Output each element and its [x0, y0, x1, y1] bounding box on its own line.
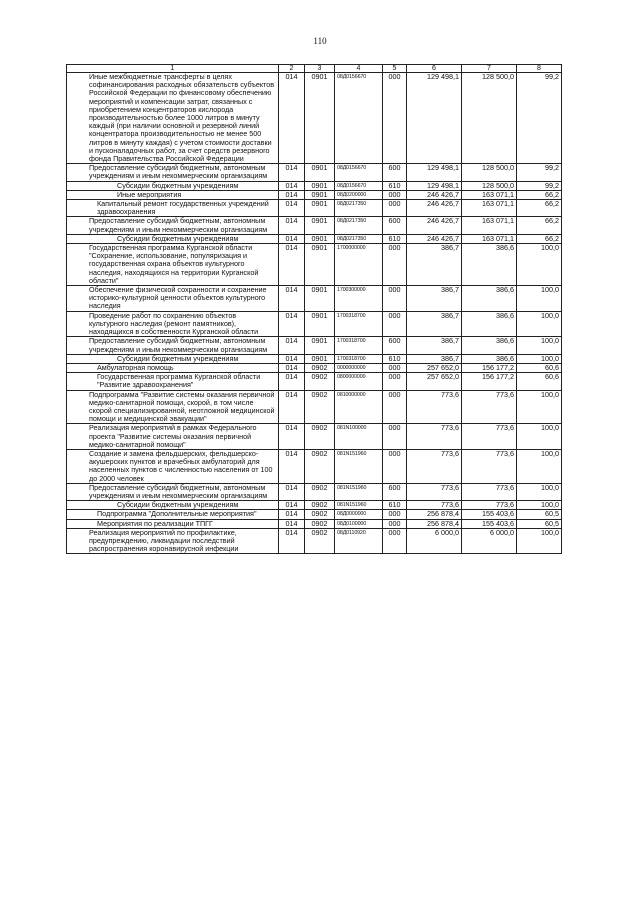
expense-type-cell: 000	[383, 200, 407, 217]
section-code-cell: 0902	[305, 483, 335, 500]
target-article-cell: 08Д0200000	[335, 190, 383, 199]
percent-cell: 60,6	[517, 373, 562, 390]
expense-type-cell: 000	[383, 363, 407, 372]
row-name-cell: Капитальный ремонт государственных учреждений здравоохранения	[67, 200, 279, 217]
expense-type-cell: 000	[383, 390, 407, 424]
executed-amount-cell: 386,6	[462, 244, 517, 286]
percent-cell: 100,0	[517, 483, 562, 500]
planned-amount-cell: 257 652,0	[407, 373, 462, 390]
ved-code-cell: 014	[279, 244, 305, 286]
executed-amount-cell: 156 177,2	[462, 373, 517, 390]
section-code-cell: 0901	[305, 181, 335, 190]
expense-type-cell: 600	[383, 164, 407, 181]
percent-cell: 100,0	[517, 244, 562, 286]
expense-type-cell: 600	[383, 483, 407, 500]
section-code-cell: 0901	[305, 200, 335, 217]
target-article-cell: 08Д0100000	[335, 519, 383, 528]
row-name-cell: Предоставление субсидий бюджетным, автономным учреждениям и иным некоммерческим организациям	[67, 217, 279, 234]
expense-type-cell: 000	[383, 286, 407, 312]
section-code-cell: 0901	[305, 190, 335, 199]
section-code-cell: 0902	[305, 449, 335, 483]
table-row	[67, 390, 562, 424]
planned-amount-cell: 246 426,7	[407, 234, 462, 243]
target-article-cell: 0800000000	[335, 373, 383, 390]
target-article-cell: 081N100000	[335, 424, 383, 450]
budget-table	[66, 64, 562, 554]
executed-amount-cell: 163 071,1	[462, 234, 517, 243]
target-article-cell: 1700300000	[335, 286, 383, 312]
executed-amount-cell: 773,6	[462, 424, 517, 450]
ved-code-cell: 014	[279, 363, 305, 372]
ved-code-cell: 014	[279, 483, 305, 500]
section-code-cell: 0901	[305, 73, 335, 164]
target-article-cell: 08Д0156670	[335, 164, 383, 181]
table-row	[67, 337, 562, 354]
section-code-cell: 0901	[305, 286, 335, 312]
planned-amount-cell: 386,7	[407, 286, 462, 312]
ved-code-cell: 014	[279, 200, 305, 217]
executed-amount-cell: 386,6	[462, 337, 517, 354]
table-row	[67, 528, 562, 554]
planned-amount-cell: 386,7	[407, 354, 462, 363]
ved-code-cell: 014	[279, 217, 305, 234]
section-code-cell: 0902	[305, 528, 335, 554]
ved-code-cell: 014	[279, 311, 305, 337]
percent-cell: 100,0	[517, 528, 562, 554]
table-row	[67, 73, 562, 164]
table-row	[67, 483, 562, 500]
executed-amount-cell: 128 500,0	[462, 181, 517, 190]
target-article-cell: 1700318700	[335, 311, 383, 337]
ved-code-cell: 014	[279, 354, 305, 363]
expense-type-cell: 000	[383, 449, 407, 483]
expense-type-cell: 600	[383, 337, 407, 354]
row-name-cell: Субсидии бюджетным учреждениям	[67, 501, 279, 510]
section-code-cell: 0901	[305, 234, 335, 243]
planned-amount-cell: 386,7	[407, 244, 462, 286]
target-article-cell: 08Д0110920	[335, 528, 383, 554]
row-name-cell: Мероприятия по реализации ТПГГ	[67, 519, 279, 528]
column-header: 2	[279, 65, 305, 73]
expense-type-cell: 000	[383, 519, 407, 528]
section-code-cell: 0902	[305, 519, 335, 528]
table-row	[67, 200, 562, 217]
ved-code-cell: 014	[279, 164, 305, 181]
expense-type-cell: 610	[383, 181, 407, 190]
percent-cell: 100,0	[517, 501, 562, 510]
executed-amount-cell: 386,6	[462, 354, 517, 363]
planned-amount-cell: 256 878,4	[407, 519, 462, 528]
planned-amount-cell: 773,6	[407, 424, 462, 450]
planned-amount-cell: 773,6	[407, 501, 462, 510]
percent-cell: 100,0	[517, 286, 562, 312]
table-row	[67, 181, 562, 190]
ved-code-cell: 014	[279, 390, 305, 424]
table-row	[67, 424, 562, 450]
ved-code-cell: 014	[279, 510, 305, 519]
ved-code-cell: 014	[279, 424, 305, 450]
expense-type-cell: 610	[383, 501, 407, 510]
ved-code-cell: 014	[279, 73, 305, 164]
row-name-cell: Подпрограмма "Развитие системы оказания первичной медико-санитарной помощи, скорой, в том числе скорой специализированной, неотложной медицинской помощи и медицинской эвакуации"	[67, 390, 279, 424]
expense-type-cell: 610	[383, 354, 407, 363]
planned-amount-cell: 257 652,0	[407, 363, 462, 372]
planned-amount-cell: 386,7	[407, 311, 462, 337]
table-body	[67, 73, 562, 554]
table-row	[67, 286, 562, 312]
percent-cell: 100,0	[517, 337, 562, 354]
planned-amount-cell: 246 426,7	[407, 190, 462, 199]
planned-amount-cell: 6 000,0	[407, 528, 462, 554]
planned-amount-cell: 256 878,4	[407, 510, 462, 519]
row-name-cell: Обеспечение физической сохранности и сохранение историко-культурной ценности объектов культурного наследия	[67, 286, 279, 312]
expense-type-cell: 610	[383, 234, 407, 243]
section-code-cell: 0902	[305, 424, 335, 450]
row-name-cell: Иные мероприятия	[67, 190, 279, 199]
planned-amount-cell: 246 426,7	[407, 217, 462, 234]
percent-cell: 66,2	[517, 200, 562, 217]
expense-type-cell: 000	[383, 244, 407, 286]
section-code-cell: 0901	[305, 244, 335, 286]
row-name-cell: Предоставление субсидий бюджетным, автономным учреждениям и иным некоммерческим организациям	[67, 483, 279, 500]
executed-amount-cell: 163 071,1	[462, 190, 517, 199]
executed-amount-cell: 128 500,0	[462, 164, 517, 181]
row-name-cell: Субсидии бюджетным учреждениям	[67, 234, 279, 243]
executed-amount-cell: 155 403,6	[462, 519, 517, 528]
row-name-cell: Государственная программа Курганской области "Развитие здравоохранения"	[67, 373, 279, 390]
table-row	[67, 373, 562, 390]
row-name-cell: Амбулаторная помощь	[67, 363, 279, 372]
planned-amount-cell: 129 498,1	[407, 181, 462, 190]
ved-code-cell: 014	[279, 190, 305, 199]
target-article-cell: 081N151960	[335, 483, 383, 500]
table-row	[67, 217, 562, 234]
target-article-cell: 08Д0217350	[335, 234, 383, 243]
table-row	[67, 510, 562, 519]
executed-amount-cell: 773,6	[462, 483, 517, 500]
column-header: 4	[335, 65, 383, 73]
percent-cell: 100,0	[517, 424, 562, 450]
row-name-cell: Проведение работ по сохранению объектов культурного наследия (ремонт памятников), находящихся в собственности Курганской области	[67, 311, 279, 337]
planned-amount-cell: 129 498,1	[407, 164, 462, 181]
percent-cell: 66,2	[517, 190, 562, 199]
section-code-cell: 0901	[305, 217, 335, 234]
table-row	[67, 519, 562, 528]
row-name-cell: Создание и замена фельдшерских, фельдшерско-акушерских пунктов и врачебных амбулаторий для населенных пунктов с численностью населения от 100 до 2000 человек	[67, 449, 279, 483]
executed-amount-cell: 6 000,0	[462, 528, 517, 554]
section-code-cell: 0902	[305, 390, 335, 424]
percent-cell: 66,2	[517, 217, 562, 234]
expense-type-cell: 000	[383, 528, 407, 554]
column-header: 6	[407, 65, 462, 73]
percent-cell: 99,2	[517, 181, 562, 190]
target-article-cell: 08Д0217350	[335, 217, 383, 234]
ved-code-cell: 014	[279, 234, 305, 243]
ved-code-cell: 014	[279, 181, 305, 190]
percent-cell: 99,2	[517, 73, 562, 164]
planned-amount-cell: 773,6	[407, 483, 462, 500]
column-header: 1	[67, 65, 279, 73]
executed-amount-cell: 163 071,1	[462, 200, 517, 217]
row-name-cell: Подпрограмма "Дополнительные мероприятия"	[67, 510, 279, 519]
ved-code-cell: 014	[279, 449, 305, 483]
expense-type-cell: 000	[383, 424, 407, 450]
section-code-cell: 0901	[305, 311, 335, 337]
target-article-cell: 1700000000	[335, 244, 383, 286]
table-row	[67, 244, 562, 286]
section-code-cell: 0901	[305, 354, 335, 363]
section-code-cell: 0901	[305, 164, 335, 181]
expense-type-cell: 600	[383, 217, 407, 234]
percent-cell: 100,0	[517, 311, 562, 337]
row-name-cell: Иные межбюджетные трансферты в целях софинансирования расходных обязательств субъектов Российской Федерации по финансовому обеспечению мероприятий и компенсации затрат, связанных с приобретением концентраторов кислорода производительностью более 1000 литров в минуту каждый (при наличии основной и резервной линий концентратора производительностью не менее 500 литров в минуту каждая) с учетом стоимости доставки и пусконаладочных работ, за счет средств резервного фонда Правительства Российской Федерации	[67, 73, 279, 164]
row-name-cell: Предоставление субсидий бюджетным, автономным учреждениям и иным некоммерческим организациям	[67, 164, 279, 181]
section-code-cell: 0902	[305, 373, 335, 390]
target-article-cell: 08Д0156670	[335, 181, 383, 190]
section-code-cell: 0902	[305, 501, 335, 510]
table-row	[67, 164, 562, 181]
row-name-cell: Реализация мероприятий в рамках Федерального проекта "Развитие системы оказания первичной медико-санитарной помощи"	[67, 424, 279, 450]
ved-code-cell: 014	[279, 528, 305, 554]
target-article-cell: 1700318700	[335, 354, 383, 363]
page-number: 110	[313, 36, 327, 46]
column-header: 8	[517, 65, 562, 73]
row-name-cell: Субсидии бюджетным учреждениям	[67, 354, 279, 363]
planned-amount-cell: 386,7	[407, 337, 462, 354]
percent-cell: 60,5	[517, 510, 562, 519]
executed-amount-cell: 128 500,0	[462, 73, 517, 164]
planned-amount-cell: 246 426,7	[407, 200, 462, 217]
expense-type-cell: 000	[383, 190, 407, 199]
target-article-cell: 1700318700	[335, 337, 383, 354]
executed-amount-cell: 773,6	[462, 449, 517, 483]
column-header: 5	[383, 65, 407, 73]
executed-amount-cell: 386,6	[462, 286, 517, 312]
target-article-cell: 0810000000	[335, 390, 383, 424]
table-row	[67, 449, 562, 483]
executed-amount-cell: 163 071,1	[462, 217, 517, 234]
expense-type-cell: 000	[383, 510, 407, 519]
executed-amount-cell: 386,6	[462, 311, 517, 337]
executed-amount-cell: 773,6	[462, 501, 517, 510]
ved-code-cell: 014	[279, 373, 305, 390]
percent-cell: 60,5	[517, 519, 562, 528]
percent-cell: 60,6	[517, 363, 562, 372]
row-name-cell: Субсидии бюджетным учреждениям	[67, 181, 279, 190]
expense-type-cell: 000	[383, 311, 407, 337]
target-article-cell: 08Д0000000	[335, 510, 383, 519]
target-article-cell: 08Д0156670	[335, 73, 383, 164]
ved-code-cell: 014	[279, 501, 305, 510]
executed-amount-cell: 156 177,2	[462, 363, 517, 372]
target-article-cell: 081N151960	[335, 449, 383, 483]
target-article-cell: 081N151960	[335, 501, 383, 510]
percent-cell: 100,0	[517, 354, 562, 363]
executed-amount-cell: 155 403,6	[462, 510, 517, 519]
column-header: 7	[462, 65, 517, 73]
target-article-cell: 0000000000	[335, 363, 383, 372]
expense-type-cell: 000	[383, 373, 407, 390]
planned-amount-cell: 773,6	[407, 390, 462, 424]
section-code-cell: 0901	[305, 337, 335, 354]
percent-cell: 100,0	[517, 449, 562, 483]
target-article-cell: 08Д0217350	[335, 200, 383, 217]
row-name-cell: Государственная программа Курганской области "Сохранение, использование, популяризация и государственная охрана объектов культурного наследия, находящихся на территории Курганской области"	[67, 244, 279, 286]
ved-code-cell: 014	[279, 337, 305, 354]
ved-code-cell: 014	[279, 286, 305, 312]
expense-type-cell: 000	[383, 73, 407, 164]
column-header: 3	[305, 65, 335, 73]
section-code-cell: 0902	[305, 510, 335, 519]
planned-amount-cell: 129 498,1	[407, 73, 462, 164]
row-name-cell: Реализация мероприятий по профилактике, предупреждению, ликвидации последствий распространения коронавирусной инфекции	[67, 528, 279, 554]
planned-amount-cell: 773,6	[407, 449, 462, 483]
executed-amount-cell: 773,6	[462, 390, 517, 424]
table-row	[67, 311, 562, 337]
ved-code-cell: 014	[279, 519, 305, 528]
percent-cell: 100,0	[517, 390, 562, 424]
percent-cell: 66,2	[517, 234, 562, 243]
percent-cell: 99,2	[517, 164, 562, 181]
row-name-cell: Предоставление субсидий бюджетным, автономным учреждениям и иным некоммерческим организациям	[67, 337, 279, 354]
section-code-cell: 0902	[305, 363, 335, 372]
